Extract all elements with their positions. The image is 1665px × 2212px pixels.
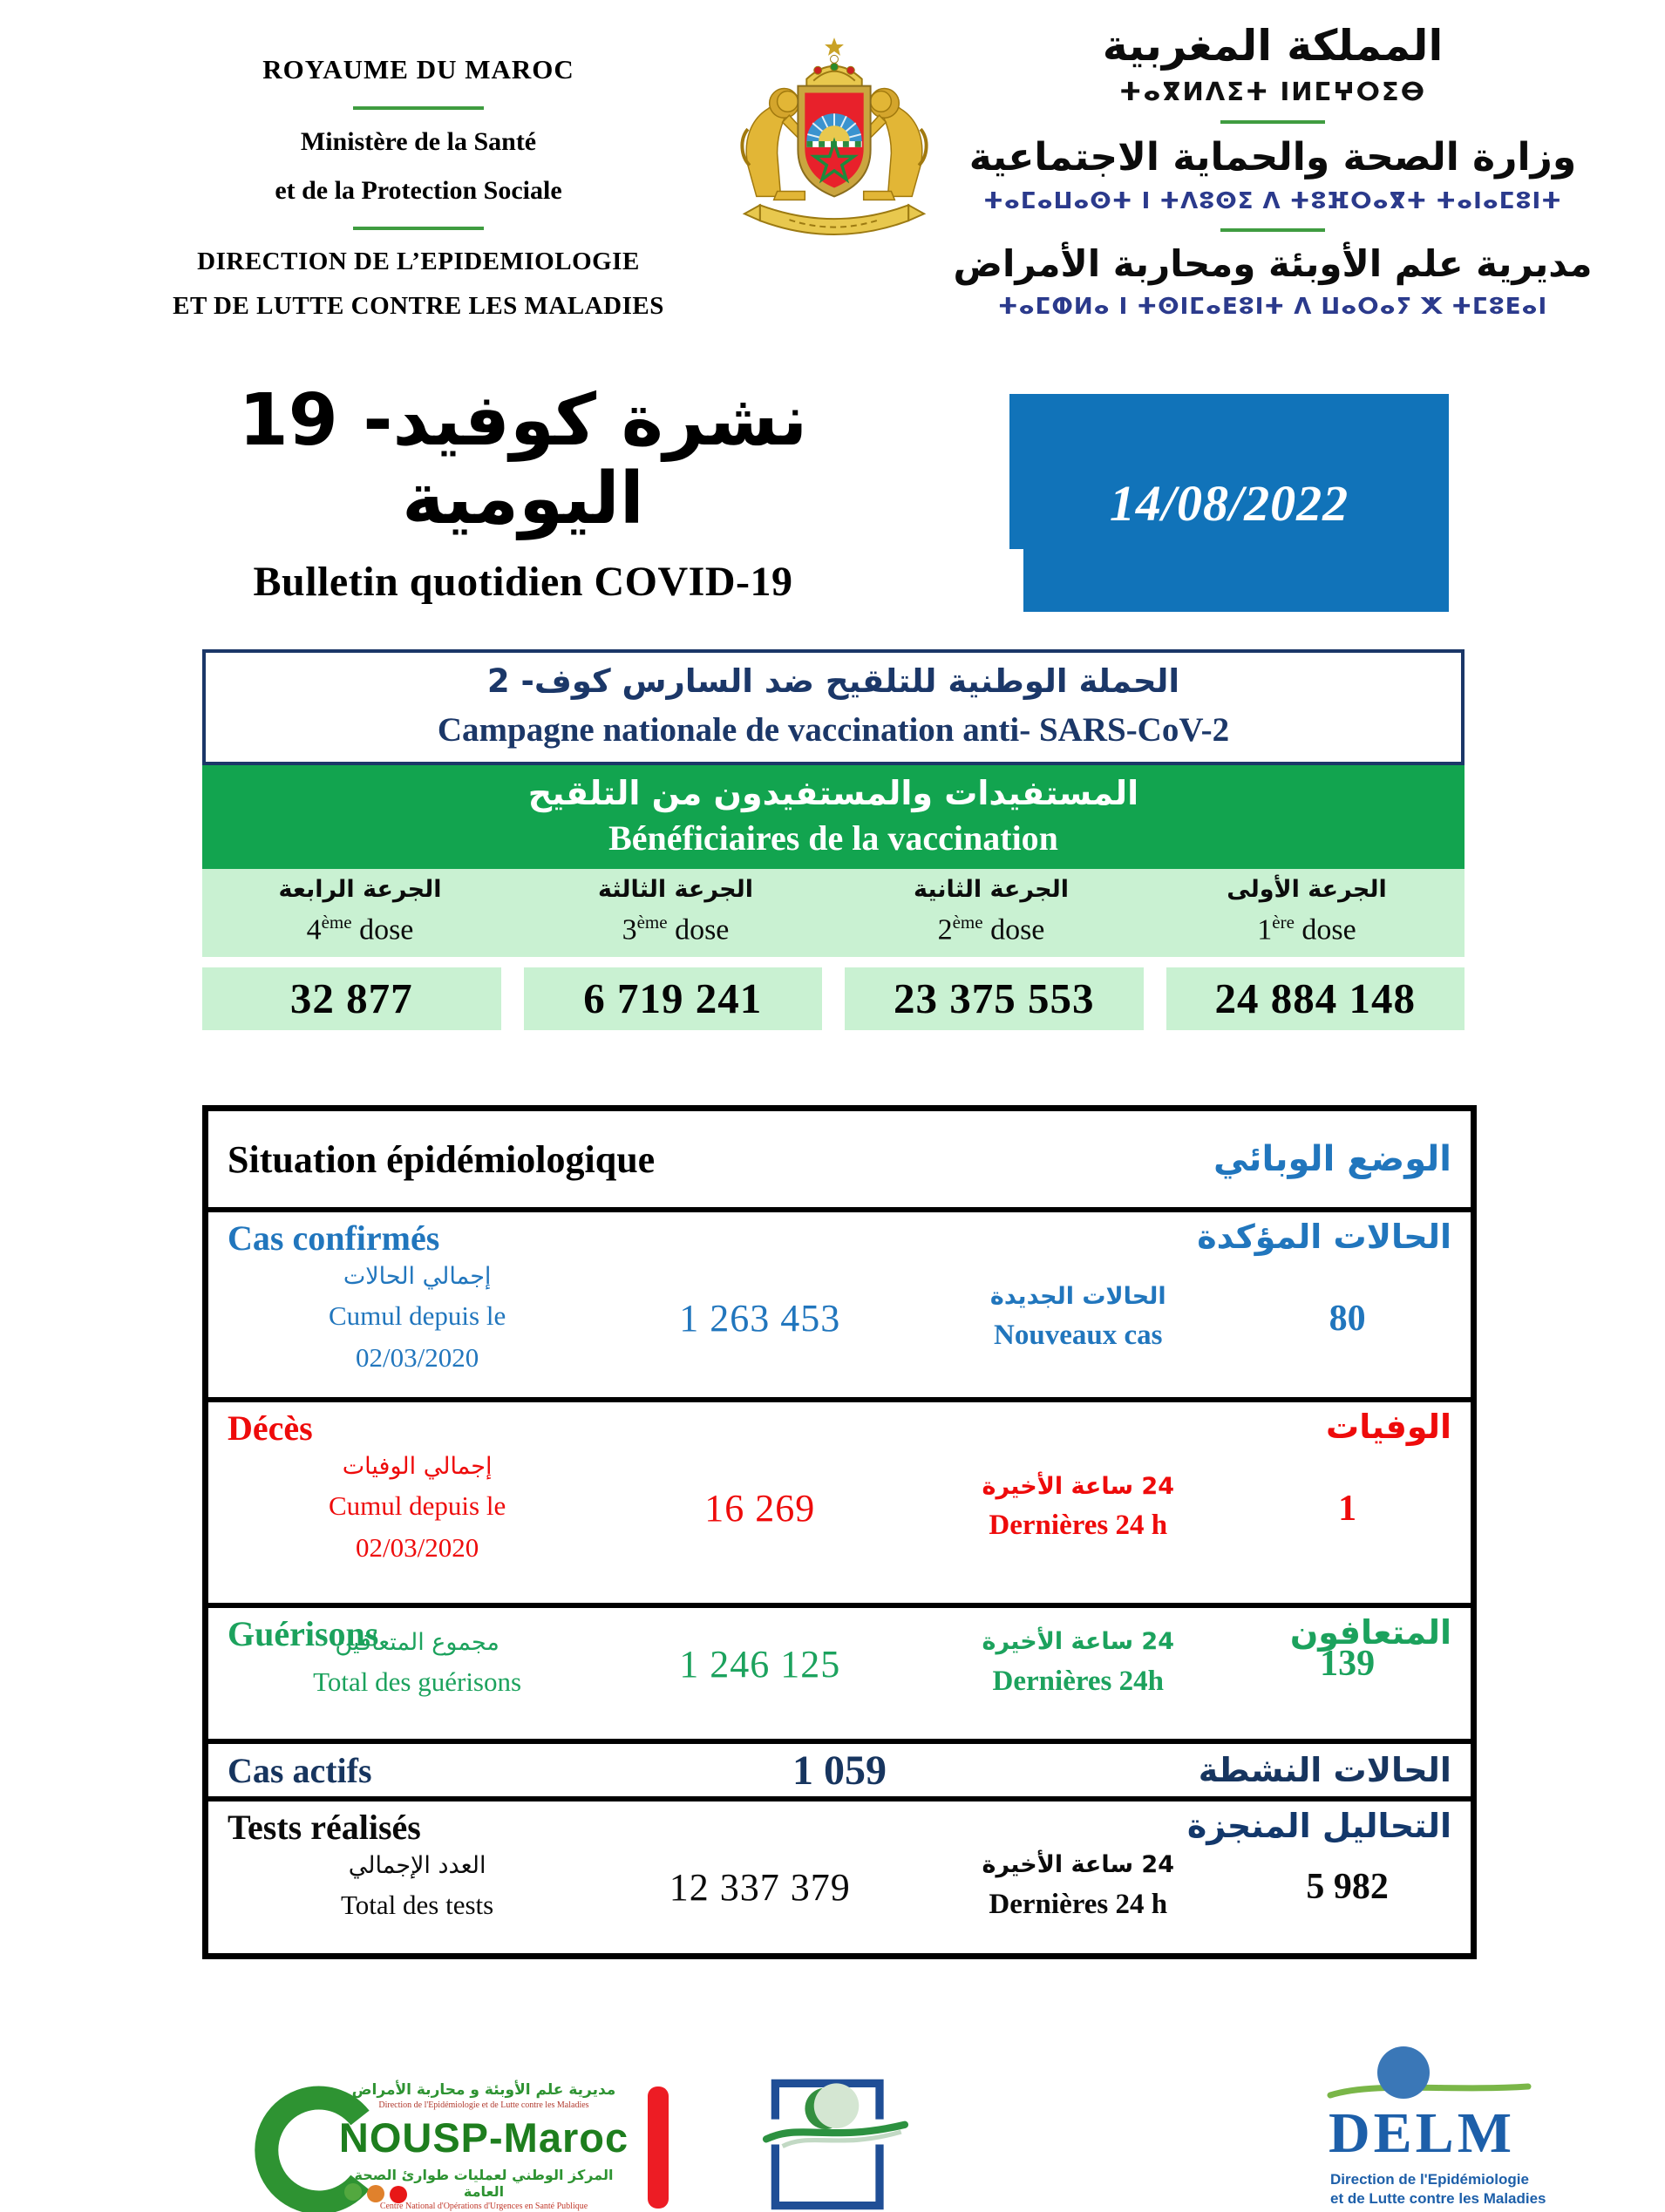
recoveries-recent-value: 139 bbox=[1320, 1644, 1376, 1684]
deaths-recent-value: 1 bbox=[1338, 1488, 1357, 1529]
recoveries-total-value: 1 246 125 bbox=[679, 1642, 841, 1686]
tests-data-grid bbox=[228, 1848, 1451, 1926]
dose-column-4 bbox=[202, 876, 518, 947]
dose-4-value-box bbox=[202, 967, 501, 1030]
recoveries-data-grid bbox=[228, 1625, 1451, 1703]
recoveries-recent-labels bbox=[913, 1625, 1243, 1703]
beneficiaries-banner-fr: Bénéficiaires de la vaccination bbox=[608, 818, 1058, 858]
dose-value: 23 375 553 bbox=[894, 974, 1095, 1023]
recent-label-ar: 24 ساعة الأخيرة bbox=[982, 1472, 1174, 1500]
dose-2-value-box bbox=[845, 967, 1144, 1030]
delm-logo bbox=[1323, 2046, 1585, 2212]
cnousp-top-ar: مديرية علم الأوبئة و محاربة الأمراض bbox=[351, 2081, 616, 2099]
dose-ordinal: ème bbox=[636, 911, 668, 933]
dose-value: 6 719 241 bbox=[583, 974, 763, 1023]
situation-header-row bbox=[208, 1111, 1471, 1207]
cumul-label-ar: إجمالي الحالات bbox=[343, 1263, 492, 1290]
dose-number: 4 bbox=[306, 913, 322, 946]
tests-title-ar: التحاليل المنجزة bbox=[1186, 1807, 1451, 1845]
active-title-fr: Cas actifs bbox=[228, 1750, 372, 1790]
recent-label-ar: الحالات الجديدة bbox=[989, 1282, 1166, 1310]
dose-header-row bbox=[202, 869, 1465, 957]
recent-label-fr: Nouveaux cas bbox=[994, 1320, 1163, 1352]
delm-caption-line2: et de Lutte contre les Maladies bbox=[1330, 2190, 1546, 2208]
ministry-label-fr-1: Ministère de la Santé bbox=[300, 127, 537, 156]
dose-column-2 bbox=[833, 876, 1149, 947]
deaths-title-row bbox=[228, 1408, 1451, 1449]
recent-label-fr: Dernières 24h bbox=[992, 1665, 1164, 1697]
cnousp-logo bbox=[248, 2081, 684, 2212]
beneficiaries-banner-ar: المستفيدات والمستفيدون من التلقيح bbox=[527, 774, 1139, 813]
active-value: 1 059 bbox=[792, 1747, 887, 1794]
direction-label-ar: مديرية علم الأوبئة ومحاربة الأمراض bbox=[953, 242, 1593, 286]
tests-title-fr: Tests réalisés bbox=[228, 1808, 421, 1847]
dose-label-fr bbox=[833, 912, 1149, 947]
delm-caption bbox=[1330, 2170, 1546, 2209]
confirmed-recent-labels bbox=[913, 1279, 1243, 1358]
recent-label-ar: 24 ساعة الأخيرة bbox=[982, 1628, 1174, 1655]
cumul-label-fr: Cumul depuis le bbox=[329, 1299, 506, 1331]
ministry-label-ar: وزارة الصحة والحماية الاجتماعية bbox=[968, 134, 1577, 180]
recoveries-title-ar: المتعافون bbox=[1289, 1613, 1451, 1652]
header-french-block bbox=[139, 54, 697, 321]
cnousp-bottom-ar: المركز الوطني لعمليات طوارئ الصحة العامة bbox=[354, 2167, 614, 2200]
confirmed-title-fr: Cas confirmés bbox=[228, 1218, 440, 1258]
dose-word: dose bbox=[990, 913, 1045, 946]
tests-section bbox=[208, 1796, 1471, 1953]
bulletin-title-fr: Bulletin quotidien COVID-19 bbox=[253, 559, 793, 606]
dose-label-ar: الجرعة الثانية bbox=[914, 875, 1069, 903]
confirmed-recent-value: 80 bbox=[1329, 1298, 1366, 1339]
active-title-ar: الحالات النشطة bbox=[1198, 1751, 1451, 1789]
kingdom-label-ar: المملكة المغربية bbox=[1102, 21, 1444, 71]
dose-word: dose bbox=[675, 913, 730, 946]
delm-logo-graphic bbox=[1323, 2046, 1585, 2107]
dose-number: 3 bbox=[622, 913, 637, 946]
deaths-section bbox=[208, 1397, 1471, 1603]
dose-value: 32 877 bbox=[289, 974, 413, 1023]
total-label-fr: Total des tests bbox=[341, 1889, 494, 1920]
dose-3-value-box bbox=[524, 967, 823, 1030]
total-label-ar: العدد الإجمالي bbox=[348, 1852, 486, 1880]
confirmed-title-ar: الحالات المؤكدة bbox=[1197, 1218, 1451, 1256]
cnousp-text-block bbox=[336, 2081, 632, 2211]
kingdom-label-fr: ROYAUME DU MAROC bbox=[262, 54, 574, 85]
dose-values-row bbox=[202, 967, 1465, 1030]
divider bbox=[1220, 120, 1325, 124]
health-ministry-logo-icon bbox=[760, 2073, 913, 2212]
deaths-recent-labels bbox=[913, 1469, 1243, 1548]
tests-total-value: 12 337 379 bbox=[669, 1865, 851, 1909]
vaccination-table bbox=[202, 649, 1465, 1030]
epidemiological-situation-table bbox=[202, 1105, 1477, 1959]
situation-title-fr: Situation épidémiologique bbox=[228, 1137, 656, 1181]
deaths-cumul-labels bbox=[228, 1449, 607, 1569]
situation-title-ar: الوضع الوبائي bbox=[1213, 1139, 1451, 1179]
recoveries-total-labels bbox=[228, 1625, 607, 1703]
vaccination-title-ar: الحملة الوطنية للتلقيح ضد السارس كوف- 2 bbox=[486, 662, 1180, 700]
cumul-label-fr: Cumul depuis le bbox=[329, 1489, 506, 1521]
confirmed-total-value: 1 263 453 bbox=[679, 1297, 841, 1340]
dose-ordinal: ème bbox=[952, 911, 983, 933]
ministry-label-fr-2: et de la Protection Sociale bbox=[275, 176, 562, 205]
tests-recent-labels bbox=[913, 1848, 1243, 1926]
beneficiaries-banner bbox=[202, 765, 1465, 868]
cnousp-bottom-fr: Centre National d'Opérations d'Urgences en Santé Publique bbox=[379, 2202, 588, 2211]
divider bbox=[1220, 228, 1325, 232]
dose-word: dose bbox=[359, 913, 414, 946]
bulletin-date: 14/08/2022 bbox=[1109, 474, 1349, 532]
direction-label-fr-2: ET DE LUTTE CONTRE LES MALADIES bbox=[173, 292, 664, 320]
dose-number: 1 bbox=[1257, 913, 1273, 946]
recoveries-section bbox=[208, 1603, 1471, 1739]
ministry-label-tifinagh: ⵜⴰⵎⴰⵡⴰⵙⵜ ⵏ ⵜⴷⵓⵙⵉ ⴷ ⵜⵓⴼⵔⴰⴳⵜ ⵜⴰⵏⴰⵎⵓⵏⵜ bbox=[983, 188, 1562, 215]
active-cases-row bbox=[208, 1739, 1471, 1796]
dose-value: 24 884 148 bbox=[1214, 974, 1416, 1023]
total-label-fr: Total des guérisons bbox=[313, 1666, 522, 1697]
confirmed-data-grid bbox=[228, 1259, 1451, 1379]
date-box bbox=[1009, 394, 1449, 612]
tests-total-labels bbox=[228, 1848, 607, 1926]
vaccination-header bbox=[202, 649, 1465, 765]
deaths-title-fr: Décès bbox=[228, 1408, 313, 1448]
recent-label-ar: 24 ساعة الأخيرة bbox=[982, 1851, 1174, 1878]
header-arabic-block bbox=[934, 23, 1611, 320]
divider bbox=[353, 106, 484, 110]
bulletin-title bbox=[131, 379, 915, 606]
cnousp-name: NOUSP-Maroc bbox=[338, 2114, 629, 2161]
delm-caption-line1: Direction de l'Epidémiologie bbox=[1330, 2171, 1529, 2188]
bulletin-title-ar: نشرة كوفيد- 19 اليومية bbox=[238, 379, 808, 541]
direction-label-tifinagh: ⵜⴰⵎⵀⵍⴰ ⵏ ⵜⵙⵏⵎⴰⴹⵓⵏⵜ ⴷ ⵡⴰⵔⴰⵢ ⵅ ⵜⵎⵓⴹⴰⵏ bbox=[997, 293, 1548, 320]
dose-label-ar: الجرعة الأولى bbox=[1227, 875, 1387, 903]
tests-recent-value: 5 982 bbox=[1306, 1867, 1389, 1907]
cumul-date: 02/03/2020 bbox=[356, 1531, 479, 1563]
dose-label-ar: الجرعة الثالثة bbox=[598, 875, 753, 903]
confirmed-cases-section bbox=[208, 1207, 1471, 1397]
dose-label-fr bbox=[1149, 912, 1465, 947]
date-box-notch bbox=[1009, 549, 1023, 612]
dose-label-fr bbox=[518, 912, 833, 947]
cumul-date: 02/03/2020 bbox=[356, 1341, 479, 1373]
dose-word: dose bbox=[1301, 913, 1356, 946]
recent-label-fr: Dernières 24 h bbox=[989, 1888, 1168, 1920]
confirmed-title-row bbox=[228, 1218, 1451, 1259]
dose-1-value-box bbox=[1166, 967, 1465, 1030]
kingdom-label-tifinagh: ⵜⴰⴳⵍⴷⵉⵜ ⵏⵍⵎⵖⵔⵉⴱ bbox=[1118, 76, 1427, 106]
morocco-coat-of-arms-icon bbox=[739, 35, 929, 246]
dose-number: 2 bbox=[937, 913, 953, 946]
recent-label-fr: Dernières 24 h bbox=[989, 1510, 1168, 1542]
delm-name: DELM bbox=[1329, 2101, 1515, 2165]
divider bbox=[353, 227, 484, 230]
dose-column-3 bbox=[518, 876, 833, 947]
dose-ordinal: ère bbox=[1272, 911, 1295, 933]
tests-title-row bbox=[228, 1807, 1451, 1848]
deaths-title-ar: الوفيات bbox=[1326, 1408, 1451, 1446]
dose-label-fr bbox=[202, 912, 518, 947]
cumul-label-ar: إجمالي الوفيات bbox=[342, 1453, 493, 1480]
confirmed-cumul-labels bbox=[228, 1259, 607, 1379]
vaccination-title-fr: Campagne nationale de vaccination anti- SARS-CoV-2 bbox=[437, 711, 1230, 750]
direction-label-fr-1: DIRECTION DE L’EPIDEMIOLOGIE bbox=[197, 248, 640, 275]
cnousp-top-fr: Direction de l'Epidémiologie et de Lutte contre les Maladies bbox=[378, 2100, 589, 2110]
deaths-total-value: 16 269 bbox=[704, 1487, 816, 1530]
dose-label-ar: الجرعة الرابعة bbox=[278, 875, 442, 903]
total-label-ar: مجموع المتعافين bbox=[335, 1629, 500, 1657]
dose-ordinal: ème bbox=[321, 911, 352, 933]
deaths-data-grid bbox=[228, 1449, 1451, 1569]
dose-column-1 bbox=[1149, 876, 1465, 947]
recoveries-title-fr: Guérisons bbox=[228, 1614, 379, 1653]
